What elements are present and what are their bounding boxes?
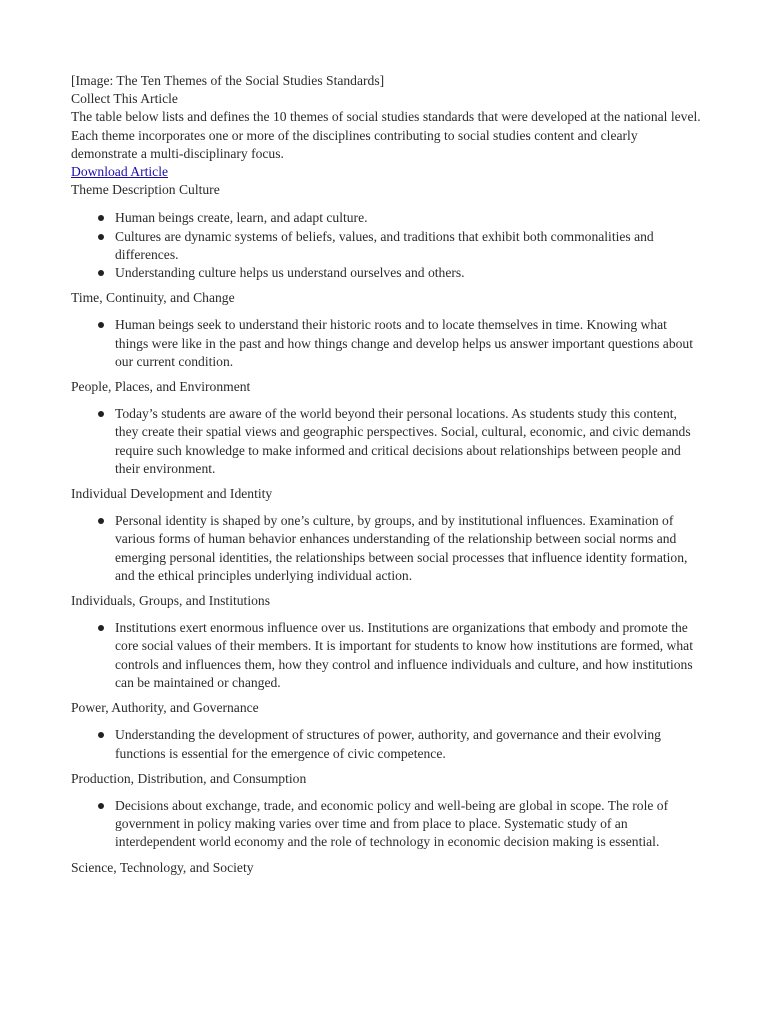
theme-title: Individual Development and Identity <box>71 486 273 502</box>
theme-bullet-list <box>71 797 701 852</box>
theme-bullet-list <box>71 405 701 478</box>
theme-block <box>71 699 701 763</box>
theme-block <box>71 859 701 877</box>
theme-bullet-item: Cultures are dynamic systems of beliefs, values, and traditions that exhibit both commonalities and differences. <box>71 228 701 264</box>
theme-bullet-list <box>71 726 701 762</box>
theme-block <box>71 378 701 478</box>
theme-bullet-item: Human beings seek to understand their historic roots and to locate themselves in time. Knowing what things were like in the past and how things change and develop helps us answer important questions about our current condition. <box>71 316 701 371</box>
theme-bullet-list <box>71 316 701 371</box>
theme-block <box>71 592 701 692</box>
image-caption: [Image: The Ten Themes of the Social Studies Standards] <box>71 73 385 88</box>
theme-bullet-item: Institutions exert enormous influence over us. Institutions are organizations that embody and promote the core social values of their members. It is important for students to know how institutions are formed, what controls and influences them, how they control and influence individuals and culture, and how institutions can be maintained or changed. <box>71 619 701 692</box>
theme-block <box>71 770 701 852</box>
theme-block <box>71 485 701 585</box>
download-article-link[interactable]: Download Article <box>71 164 169 180</box>
theme-title: Production, Distribution, and Consumption <box>71 770 307 786</box>
spacer <box>71 199 701 209</box>
theme-bullet-list <box>71 209 701 282</box>
theme-block <box>71 209 701 282</box>
theme-title: Individuals, Groups, and Institutions <box>71 593 270 609</box>
table-header: Theme Description Culture <box>71 182 220 198</box>
theme-bullet-list <box>71 512 701 585</box>
theme-title: Power, Authority, and Governance <box>71 700 259 716</box>
theme-bullet-item: Decisions about exchange, trade, and economic policy and well-being are global in scope. The role of government in policy making varies over time and from place to place. Systematic study of an interdependent world economy and the role of technology in economic decision making is essential. <box>71 797 701 852</box>
theme-title: People, Places, and Environment <box>71 379 251 395</box>
article-page <box>71 72 701 884</box>
theme-title: Time, Continuity, and Change <box>71 290 235 306</box>
theme-block <box>71 289 701 371</box>
themes-list <box>71 209 701 876</box>
collect-article-label: Collect This Article <box>71 91 178 107</box>
theme-bullet-item: Today’s students are aware of the world beyond their personal locations. As students study this content, they create their spatial views and geographic perspectives. Social, cultural, economic, and civic demands require such knowledge to make informed and critical decisions about relationships between people and their environment. <box>71 405 701 478</box>
theme-bullet-item: Understanding culture helps us understand ourselves and others. <box>71 264 701 282</box>
theme-bullet-item: Understanding the development of structures of power, authority, and governance and their evolving functions is essential for the emergence of civic competence. <box>71 726 701 762</box>
theme-bullet-list <box>71 619 701 692</box>
theme-bullet-item: Personal identity is shaped by one’s culture, by groups, and by institutional influences. Examination of various forms of human behavior enhances understanding of the relationship between social norms and emerging personal identities, the relationships between social processes that influence identity formation, and the ethical principles underlying individual action. <box>71 512 701 585</box>
theme-bullet-item: Human beings create, learn, and adapt culture. <box>71 209 701 227</box>
intro-paragraph: The table below lists and defines the 10 themes of social studies standards that were developed at the national level. Each theme incorporates one or more of the disciplines contributing to social studies content and clearly demonstrate a multi-disciplinary focus. <box>71 109 701 161</box>
theme-title: Science, Technology, and Society <box>71 859 254 875</box>
